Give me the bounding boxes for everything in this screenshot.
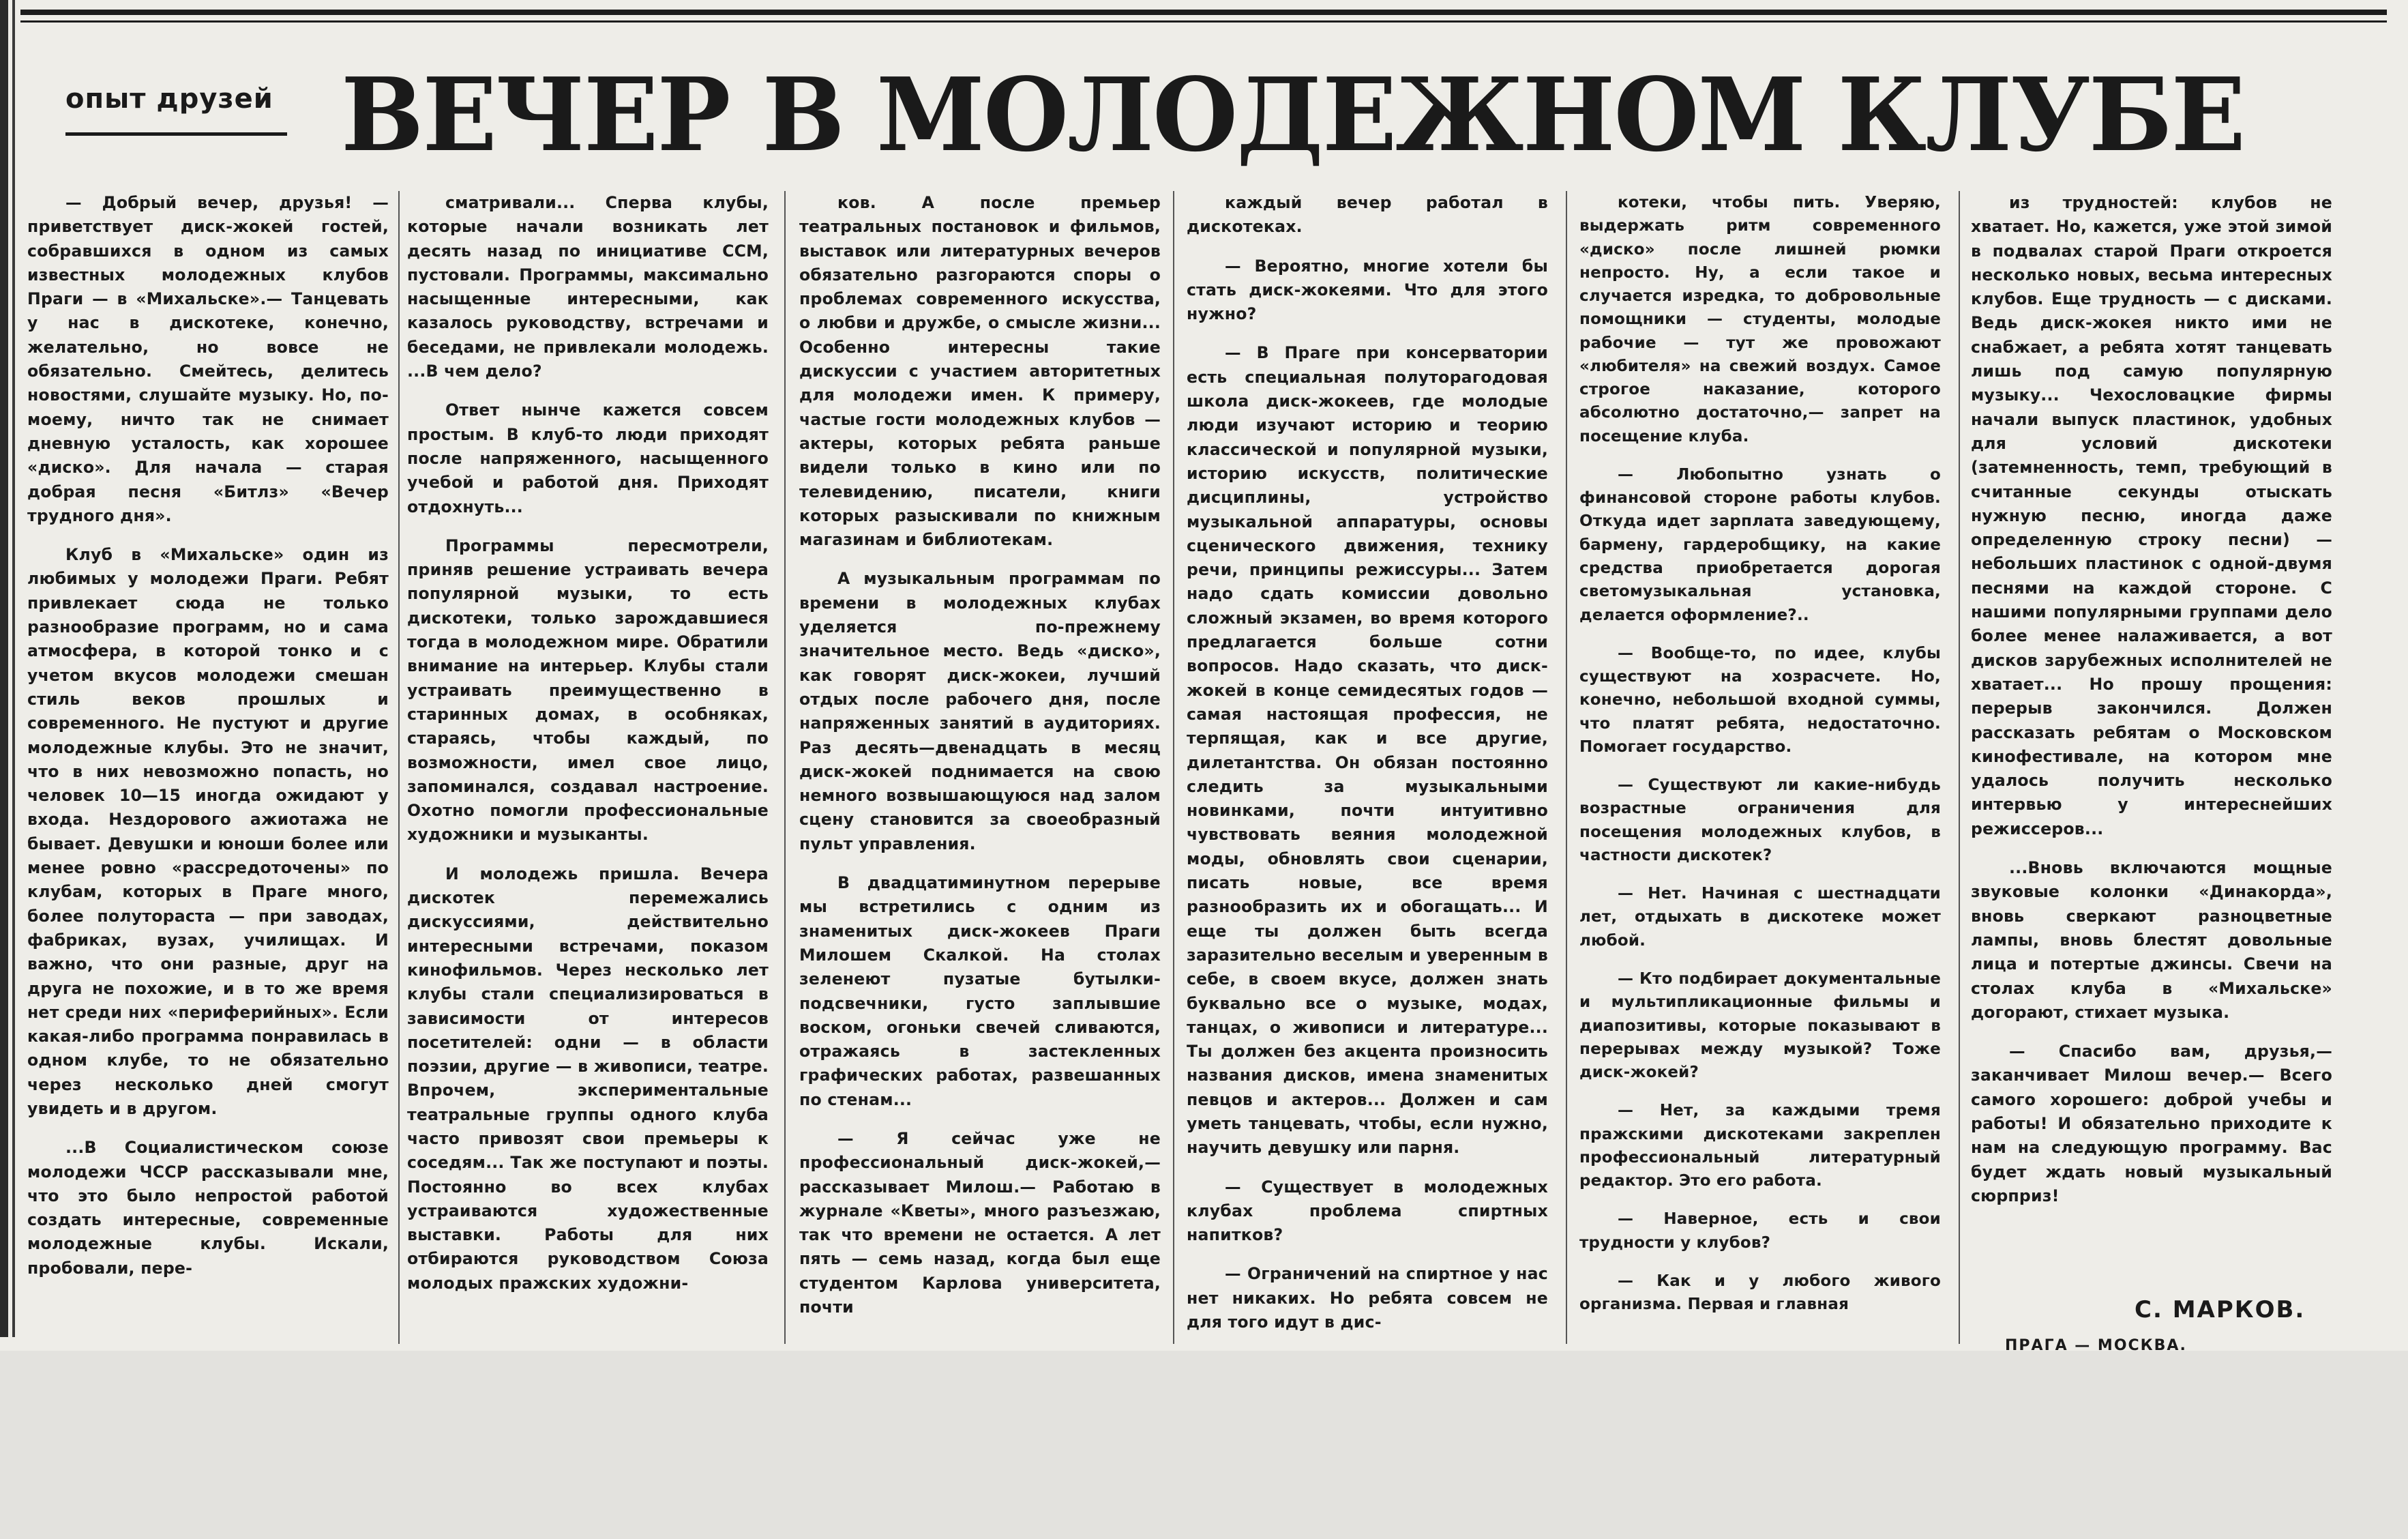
top-rule-thin [20,20,2387,23]
article-paragraph: котеки, чтобы пить. Уверяю, выдержать ритм современного «диско» после лишней рюмки непросто. Ну, а если такое и случается изредка, то добровольные помощники — студенты, молодые рабочие — тут же провожают «любителя» на свежий воздух. Самое строгое наказание, которого абсолютно достаточно,— запрет на посещение клуба. [1579,194,1941,445]
top-rule [20,10,2387,15]
column-separator [398,191,400,1344]
article-paragraph: Ответ нынче кажется совсем простым. В клуб-то люди приходят после напряженного, насыщенного учебой и работой дня. Приходят отдохнуть... [407,400,769,516]
article-column-5 [1579,191,1941,1331]
column-separator [1959,191,1960,1344]
page-edge-rule-inner [12,0,15,1337]
article-paragraph: Клуб в «Михальске» один из любимых у молодежи Праги. Ребят привлекает сюда не только разнообразие программ, но и сама атмосфера, в которой тонко и с учетом вкусов молодежи смешан стиль веков прошлых и современного. Не пустуют и другие молодежные клубы. Это не значит, что в них невозможно попасть, но человек 10—15 иногда ожидают у входа. Нездорового ажиотажа не бывает. Девушки и юноши более или менее ровно «рассредоточены» по клубам, которых в Праге много, более полутораста — при заводах, фабриках, вузах, училищах. И важно, что они разные, друг на друга не похожие, и в то же время нет среди них «периферийных». Если какая-либо программа понравилась в одном клубе, то не обязательно через несколько дней смогут увидеть и в другом. [27,545,389,1118]
article-paragraph: И молодежь пришла. Вечера дискотек перемежались дискуссиями, действительно интересными встречами, показом кинофильмов. Через несколько лет клубы стали специализироваться в зависимости от интересов посетителей: одни — в области поэзии, другие — в живописи, театре. Впрочем, экспериментальные театральные группы одного клуба часто привозят свои премьеры к соседям... Так же поступают и поэты. Постоянно во всех клубах устраиваются художественные выставки. Работы для них отбираются руководством Союза молодых пражских художни- [407,864,769,1293]
article-paragraph: из трудностей: клубов не хватает. Но, кажется, уже этой зимой в подвалах старой Праги откроется несколько новых, весьма интересных клубов. Еще трудность — с дисками. Ведь диск-жокея никто ими не снабжает, а ребята хотят танцевать лишь под самую популярную музыку... Чехословацкие фирмы начали выпуск пластинок, удобных для условий дискотеки (затемненность, темп, требующий в считанные секунды отыскать нужную песню, иногда даже определенную строку песни) — небольших пластинок с одной-двумя песнями на каждой стороне. С нашими популярными группами дело более менее налаживается, а вот дисков зарубежных исполнителей не хватает... Но прошу прощения: перерыв закончился. Должен рассказать ребятам о Московском кинофестивале, на котором мне удалось получить несколько интервью у интереснейших режиссеров... [1971,193,2332,838]
headline: ВЕЧЕР В МОЛОДЕЖНОМ КЛУБЕ [341,55,2245,174]
article-paragraph: В двадцатиминутном перерыве мы встретились с одним из знаменитых диск-жокеев Праги Милошем Скалкой. На столах зеленеют пузатые бутылки-подсвечники, густо заплывшие воском, огоньки свечей сливаются, отражаясь в застекленных графических работах, развешанных по стенам... [799,873,1161,1109]
article-column-3 [799,191,1161,1334]
article-paragraph: сматривали... Сперва клубы, которые начали возникать лет десять назад по инициативе ССМ, пустовали. Программы, максимально насыщенные интересными, как казалось руководству, встречами и беседами, не привлекали молодежь. ...В чем дело? [407,193,769,381]
rubric-underline [65,132,287,136]
article-paragraph: ков. А после премьер театральных постановок и фильмов, выставок или литературных вечеров обязательно разгораются споры о проблемах современного искусства, о любви и дружбе, о смысле жизни... Особенно интересны такие дискуссии с участием авторитетных для молодежи имен. К примеру, частые гости молодежных клубов — актеры, которых ребята раньше видели только в кино или по телевидению, писатели, книги которых разыскивали по книжным магазинам и библиотекам. [799,193,1161,550]
article-paragraph: — Добрый вечер, друзья! — приветствует диск-жокей гостей, собравшихся в одном из самых известных молодежных клубов Праги — в «Михальске».— Танцевать у нас в дискотеке, конечно, желательно, но вовсе не обязательно. Смейтесь, делитесь новостями, слушайте музыку. Но, по-моему, ничто так не снимает дневную усталость, как хорошее «диско». Для начала — старая добрая песня «Битлз» «Вечер трудного дня». [27,193,389,525]
article-paragraph: Программы пересмотрели, приняв решение устраивать вечера популярной музыки, то есть дискотеки, только зарождавшиеся тогда в молодежном мире. Обратили внимание на интерьер. Клубы стали устраивать преимущественно в старинных домах, в особняках, стараясь, чтобы каждый, по возможности, имел свое лицо, запоминался, создавал настроение. Охотно помогли профессиональные художники и музыканты. [407,536,769,845]
article-paragraph: — Нет. Начиная с шестнадцати лет, отдыхать в дискотеке может любой. [1579,885,1941,950]
page-background-bottom [0,1351,2408,1539]
article-paragraph: — Ограничений на спиртное у нас нет никаких. Но ребята совсем не для того идут в дис- [1187,1264,1548,1332]
article-paragraph: А музыкальным программам по времени в молодежных клубах уделяется по-прежнему значительное место. Ведь «диско», как говорят диск-жокеи, лучший отдых после рабочего дня, после напряженных занятий в аудиториях. Раз десять—двенадцать в месяц диск-жокей поднимается на свою немного возвышающуюся над залом сцену становится за своеобразный пульт управления. [799,569,1161,853]
article-paragraph: — Вероятно, многие хотели бы стать диск-жокеями. Что для этого нужно? [1187,256,1548,324]
column-separator [1566,191,1567,1344]
page-edge-rule [0,0,8,1337]
article-paragraph: каждый вечер работал в дискотеках. [1187,193,1548,237]
article-paragraph: — Кто подбирает документальные и мультипликационные фильмы и диапозитивы, которые показывают в перерывах между музыкой? Тоже диск-жокей? [1579,969,1941,1082]
article-column-1 [27,191,389,1295]
rubric-label: опыт друзей [65,83,273,115]
column-separator [1173,191,1174,1344]
article-paragraph: — Существует в молодежных клубах проблема спиртных напитков? [1187,1177,1548,1245]
article-paragraph: — Нет, за каждыми тремя пражскими дискотеками закреплен профессиональный литературный редактор. Это его работа. [1579,1102,1941,1190]
article-paragraph: — Любопытно узнать о финансовой стороне работы клубов. Откуда идет зарплата заведующему, бармену, гардеробщику, на какие средства приобретается дорогая светомузыкальная установка, делается оформление?.. [1579,465,1941,624]
article-paragraph: — В Праге при консерватории есть специальная полуторагодовая школа диск-жокеев, где молодые люди изучают историю и теорию классической и популярной музыки, историю искусств, политические дисциплины, устройство музыкальной аппаратуры, основы сценического движения, технику речи, принципы режиссуры... Затем надо сдать комиссии довольно сложный экзамен, во время которого предлагается больше сотни вопросов. Надо сказать, что диск-жокей в конце семидесятых годов — самая настоящая профессия, не терпящая, как и все другие, дилетантства. Он обязан постоянно следить за музыкальными новинками, почти интуитивно чувствовать веяния молодежной моды, обновлять свои сценарии, писать новые, все время разнообразить их и обогащать... И еще ты должен быть всегда заразительно веселым и уверенным в себе, в своем вкусе, должен знать буквально все о музыке, модах, танцах, о живописи и литературе... Ты должен без акцента произносить названия дисков, имена знаменитых певцов и актеров... Должен и сам уметь танцевать, чтобы, если нужно, научить девушку или парня. [1187,343,1548,1158]
column-separator [784,191,786,1344]
article-column-2 [407,191,769,1310]
article-column-6 [1971,191,2332,1223]
article-column-4 [1187,191,1548,1349]
dateline-place: ПРАГА — МОСКВА. [2005,1337,2187,1354]
article-paragraph: — Существуют ли какие-нибудь возрастные ограничения для посещения молодежных клубов, в частности дискотек? [1579,776,1941,864]
author-signature: С. МАРКОВ. [2135,1296,2306,1323]
article-paragraph: ...Вновь включаются мощные звуковые колонки «Динакорда», вновь сверкают разноцветные лампы, вновь блестят довольные лица и потертые джинсы. Свечи на столах клуба в «Михальске» догорают, стихает музыка. [1971,858,2332,1022]
article-paragraph: — Наверное, есть и свои трудности у клубов? [1579,1210,1941,1252]
article-paragraph: — Как и у любого живого организма. Первая и главная [1579,1272,1941,1314]
article-paragraph: — Спасибо вам, друзья,— заканчивает Милош вечер.— Всего самого хорошего: доброй учебы и работы! И обязательно приходите к нам на следующую программу. Вас будет ждать новый музыкальный сюрприз! [1971,1042,2332,1205]
article-paragraph: — Я сейчас уже не профессиональный диск-жокей,— рассказывает Милош.— Работаю в журнале «Кветы», много разъезжаю, так что времени не остается. А лет пять — семь назад, когда был еще студентом Карлова университета, почти [799,1128,1161,1317]
article-paragraph: — Вообще-то, по идее, клубы существуют на хозрасчете. Но, конечно, небольшой входной суммы, что платят ребята, недостаточно. Помогает государство. [1579,644,1941,756]
article-paragraph: ...В Социалистическом союзе молодежи ЧССР рассказывали мне, что это было непростой работой создать интересные, современные молодежные клубы. Искали, пробовали, пере- [27,1138,389,1278]
